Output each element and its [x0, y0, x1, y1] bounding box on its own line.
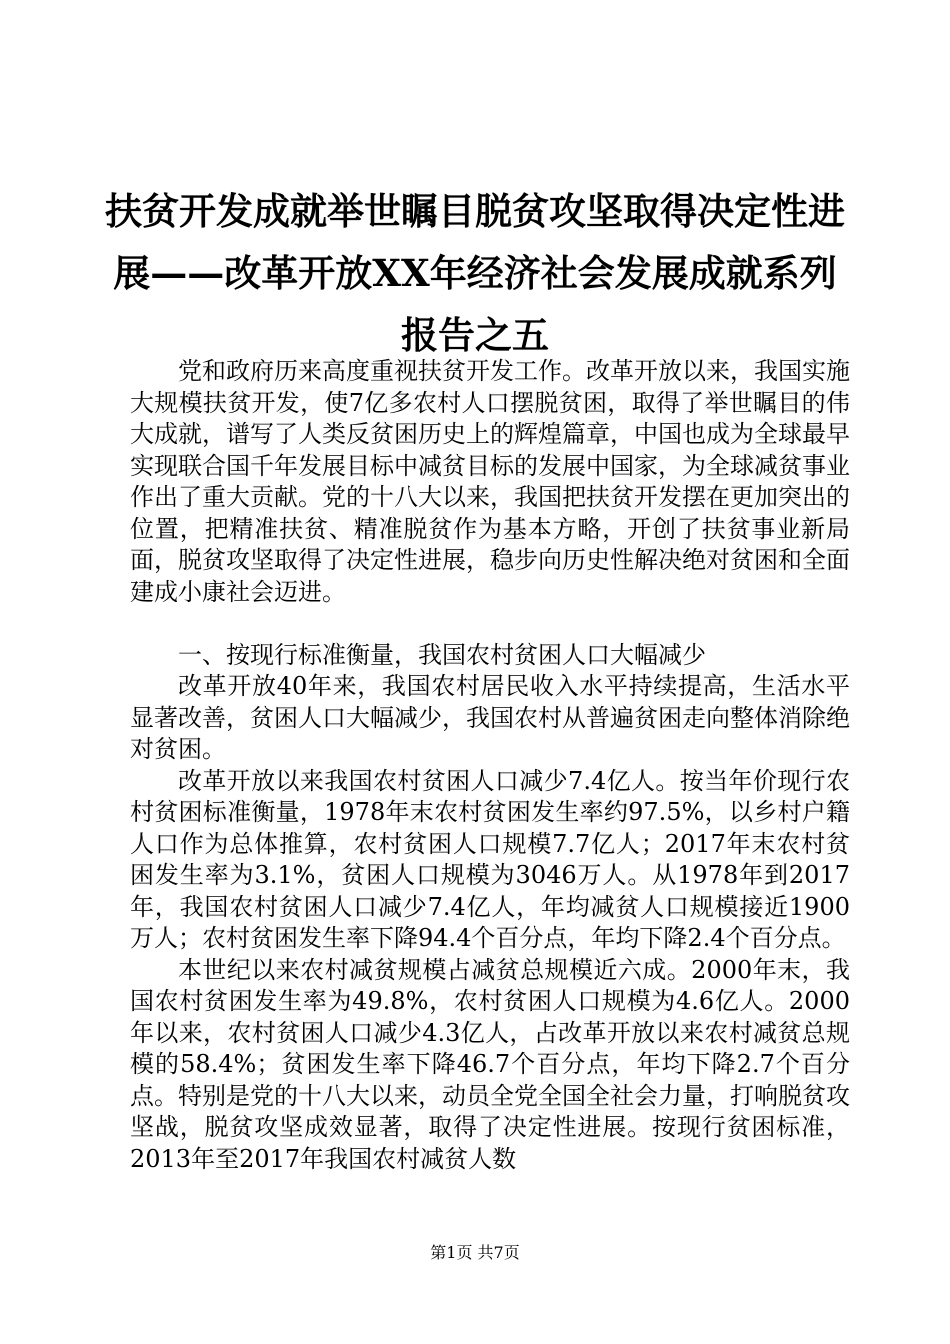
document-title: 扶贫开发成就举世瞩目脱贫攻坚取得决定性进展——改革开放XX年经济社会发展成就系列报告之五: [105, 189, 845, 357]
paragraph-section-1-overview: 改革开放40年来，我国农村居民收入水平持续提高，生活水平显著改善，贫困人口大幅减少，我国农村从普遍贫困走向整体消除绝对贫困。: [130, 672, 850, 763]
paragraph-intro: 党和政府历来高度重视扶贫开发工作。改革开放以来，我国实施大规模扶贫开发，使7亿多农村人口摆脱贫困，取得了举世瞩目的伟大成就，谱写了人类反贫困历史上的辉煌篇章，中国也成为全球最早实现联合国千年发展目标中减贫目标的发展中国家，为全球减贫事业作出了重大贡献。党的十八大以来，我国把扶贫开发摆在更加突出的位置，把精准扶贫、精准脱贫作为基本方略，开创了扶贫事业新局面，脱贫攻坚取得了决定性进展，稳步向历史性解决绝对贫困和全面建成小康社会迈进。: [130, 357, 850, 606]
section-heading-1: 一、按现行标准衡量，我国农村贫困人口大幅减少: [178, 640, 706, 669]
paragraph-poverty-reduction: 改革开放以来我国农村贫困人口减少7.4亿人。按当年价现行农村贫困标准衡量，1978年末农村贫困发生率约97.5%，以乡村户籍人口作为总体推算，农村贫困人口规模7.7亿人；2017年末农村贫困发生率为3.1%，贫困人口规模为3046万人。从1978年到2017年，我国农村贫困人口减少7.4亿人，年均减贫人口规模接近1900万人；农村贫困发生率下降94.4个百分点，年均下降2.4个百分点。: [130, 766, 850, 952]
document-body: [130, 356, 850, 1175]
paragraph-century-reduction: 本世纪以来农村减贫规模占减贫总规模近六成。2000年末，我国农村贫困发生率为49.8%，农村贫困人口规模为4.6亿人。2000年以来，农村贫困人口减少4.3亿人，占改革开放以来农村减贫总规模的58.4%；贫困发生率下降46.7个百分点，年均下降2.7个百分点。特别是党的十八大以来，动员全党全国全社会力量，打响脱贫攻坚战，脱贫攻坚成效显著，取得了决定性进展。按现行贫困标准，2013年至2017年我国农村减贫人数: [130, 955, 850, 1173]
paragraph-spacer: [130, 608, 850, 640]
page-number-footer: 第1页 共7页: [430, 1243, 520, 1262]
